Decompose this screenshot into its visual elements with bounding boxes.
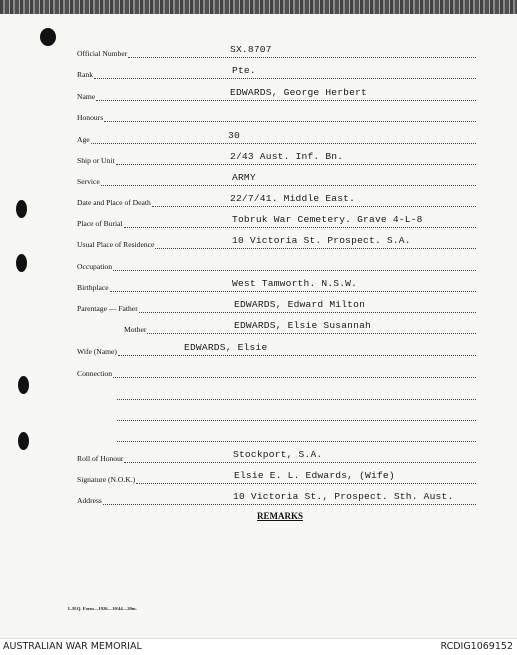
field-value: SX.8707 <box>230 44 272 55</box>
form-row <box>0 491 517 507</box>
field-value: 30 <box>228 130 240 141</box>
dotted-line <box>113 377 476 378</box>
field-label: Mother <box>124 325 147 334</box>
field-value: EDWARDS, Elsie <box>184 342 268 353</box>
field-label: Date and Place of Death <box>77 198 151 207</box>
field-label: Age <box>77 135 90 144</box>
form-code: L.H.Q. Form—1926—10/44—20m. <box>68 606 137 611</box>
dotted-line <box>113 270 476 271</box>
form-row <box>0 299 517 315</box>
form-row <box>0 407 517 423</box>
field-value: 10 Victoria St., Prospect. Sth. Aust. <box>233 491 454 502</box>
form-row <box>0 193 517 209</box>
field-label: Official Number <box>77 49 128 58</box>
field-value: 22/7/41. Middle East. <box>230 193 356 204</box>
form-row <box>0 364 517 380</box>
field-value: 10 Victoria St. Prospect. S.A. <box>232 235 411 246</box>
dotted-line <box>147 333 476 334</box>
field-value: 2/43 Aust. Inf. Bn. <box>230 151 344 162</box>
field-value: ARMY <box>232 172 256 183</box>
field-label: Roll of Honour <box>77 454 124 463</box>
form-row <box>0 172 517 188</box>
footer-bar <box>0 638 517 655</box>
remarks-heading: REMARKS <box>257 511 304 521</box>
form-row <box>0 428 517 444</box>
dotted-line <box>104 121 476 122</box>
dotted-line <box>103 504 476 505</box>
form-row <box>0 257 517 273</box>
dotted-line <box>94 78 476 79</box>
form-row <box>0 87 517 103</box>
field-label: Usual Place of Residence <box>77 240 155 249</box>
dotted-line <box>110 291 476 292</box>
dotted-line <box>136 483 476 484</box>
dotted-line <box>91 143 476 144</box>
field-label: Parentage — Father <box>77 304 138 313</box>
form-row <box>0 214 517 230</box>
dotted-line <box>101 185 476 186</box>
field-label: Service <box>77 177 100 186</box>
field-value: Stockport, S.A. <box>233 449 323 460</box>
field-value: Elsie E. L. Edwards, (Wife) <box>234 470 395 481</box>
dotted-line <box>128 57 476 58</box>
form-row <box>0 278 517 294</box>
form-row <box>0 130 517 146</box>
field-label: Honours <box>77 113 104 122</box>
form-row <box>0 470 517 486</box>
form-row <box>0 320 517 336</box>
form-row <box>0 235 517 251</box>
field-label: Signature (N.O.K.) <box>77 475 136 484</box>
dotted-line <box>155 248 476 249</box>
dotted-line <box>117 441 476 442</box>
field-label: Connection <box>77 369 113 378</box>
dotted-line <box>96 100 476 101</box>
field-label: Name <box>77 92 96 101</box>
field-label: Place of Burial <box>77 219 123 228</box>
dotted-line <box>116 164 476 165</box>
form-row <box>0 386 517 402</box>
form-row <box>0 44 517 60</box>
field-label: Birthplace <box>77 283 109 292</box>
dotted-line <box>124 462 476 463</box>
field-value: EDWARDS, George Herbert <box>230 87 368 98</box>
form-row <box>0 151 517 167</box>
scan-edge <box>0 0 517 14</box>
form-row <box>0 449 517 465</box>
form-row <box>0 108 517 124</box>
footer-credit: AUSTRALIAN WAR MEMORIAL <box>3 641 142 652</box>
form-row <box>0 65 517 81</box>
field-label: Address <box>77 496 102 505</box>
dotted-line <box>118 355 476 356</box>
field-value: West Tamworth. N.S.W. <box>232 278 358 289</box>
field-value: EDWARDS, Edward Milton <box>234 299 366 310</box>
footer-id: RCDIG1069152 <box>440 641 513 652</box>
field-label: Occupation <box>77 262 113 271</box>
field-value: EDWARDS, Elsie Susannah <box>234 320 372 331</box>
dotted-line <box>152 206 476 207</box>
field-value: Tobruk War Cemetery. Grave 4-L-8 <box>232 214 423 225</box>
dotted-line <box>117 420 476 421</box>
field-label: Ship or Unit <box>77 156 115 165</box>
field-value: Pte. <box>232 65 256 76</box>
field-label: Rank <box>77 70 94 79</box>
form-row <box>0 342 517 358</box>
field-label: Wife (Name) <box>77 347 117 356</box>
dotted-line <box>124 227 476 228</box>
dotted-line <box>139 312 476 313</box>
dotted-line <box>117 399 476 400</box>
